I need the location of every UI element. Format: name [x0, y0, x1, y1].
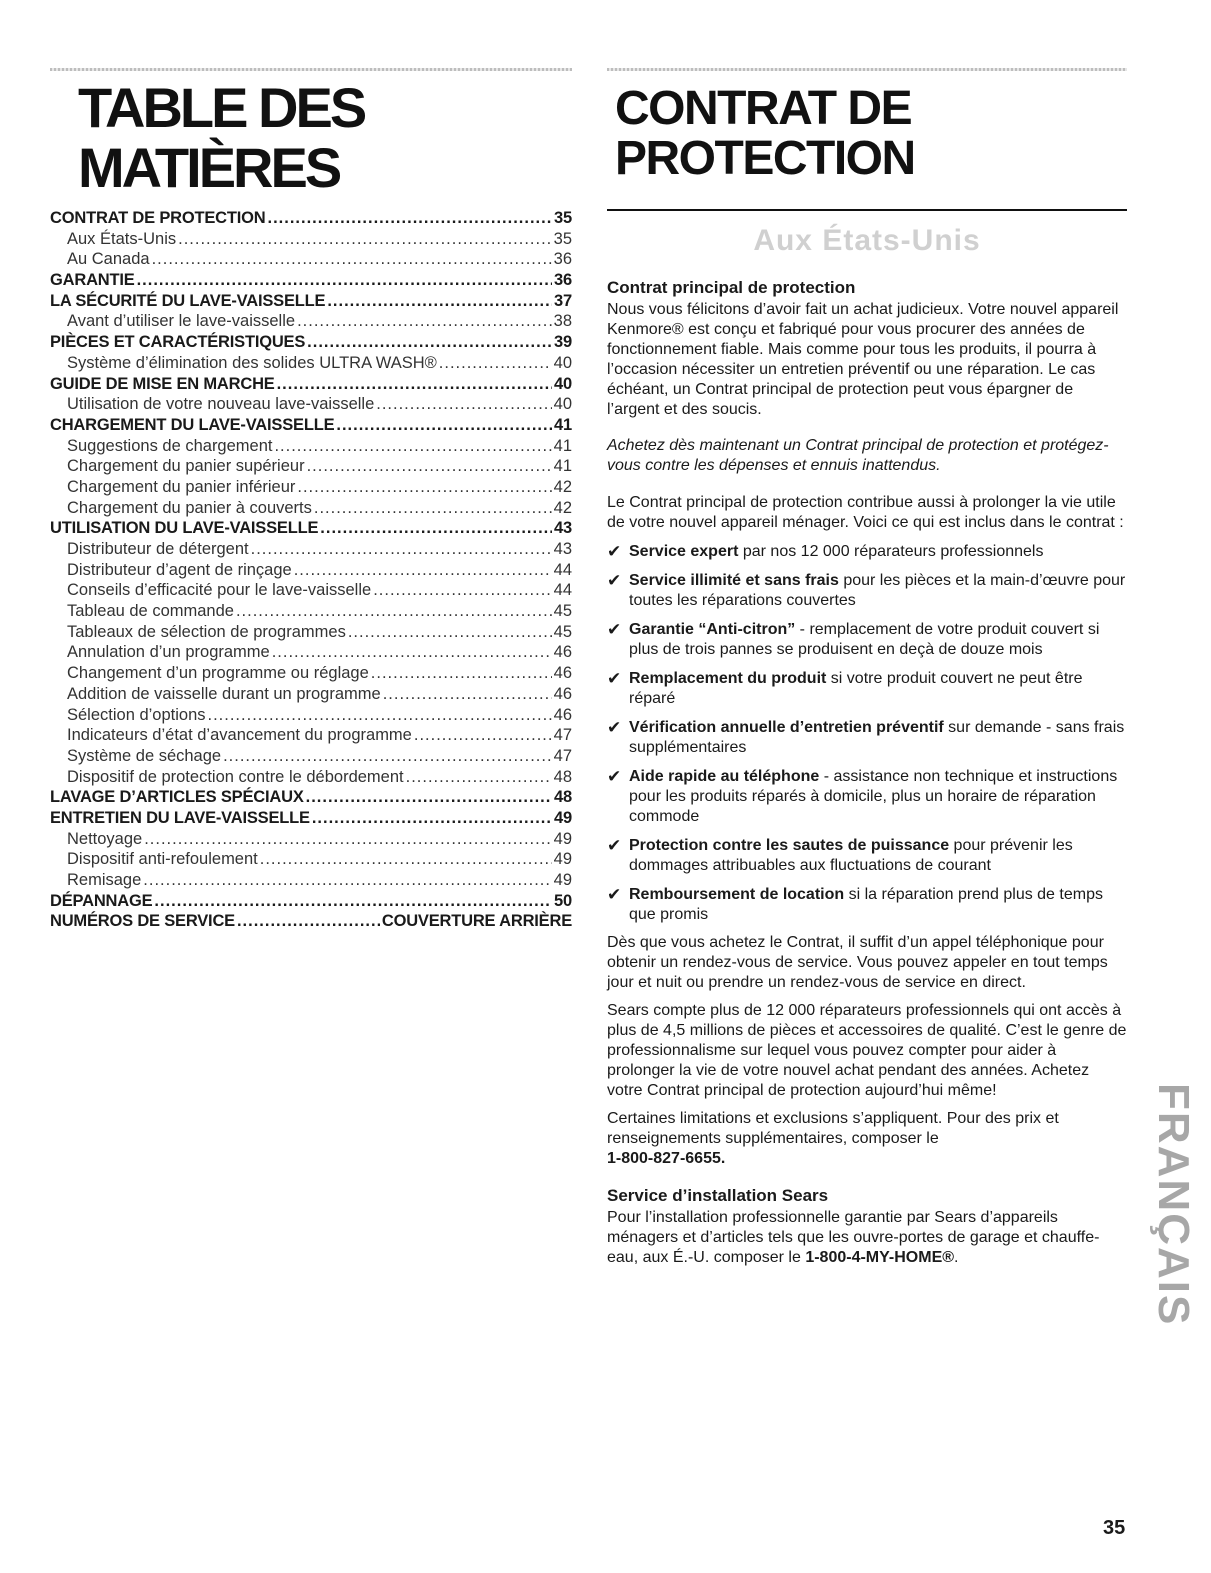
toc-entry — [50, 891, 572, 912]
toc-entry — [50, 642, 572, 663]
benefit-bold: Service illimité et sans frais — [629, 572, 839, 589]
contract-title-line1: CONTRAT DE — [615, 82, 912, 135]
toc-entry-page: 46 — [553, 705, 572, 724]
toc-entry — [50, 415, 572, 436]
toc-entry — [50, 332, 572, 353]
toc-entry-page: 45 — [553, 602, 572, 621]
toc-entry-page: 35 — [553, 229, 572, 248]
toc-entry-label: GUIDE DE MISE EN MARCHE — [50, 374, 275, 393]
toc-entry-page: 40 — [554, 374, 572, 393]
toc-title: TABLE DES MATIÈRES — [78, 76, 365, 199]
toc-entry-page: 48 — [553, 767, 572, 786]
benefit-rest: si votre produit couvert ne peut être réparé — [629, 670, 1083, 707]
toc-entry-page: 41 — [553, 457, 572, 476]
toc-leader-dots — [137, 270, 552, 291]
toc-entry-page: 50 — [554, 891, 572, 910]
toc-entry-label: Distributeur de détergent — [67, 540, 249, 558]
toc-entry-page: COUVERTURE ARRIÈRE — [381, 912, 572, 931]
contract-title — [615, 84, 1127, 184]
toc-leader-dots — [143, 870, 551, 891]
toc-leader-dots — [268, 208, 553, 229]
toc-entry — [50, 374, 572, 395]
intro-paragraph: Nous vous félicitons d’avoir fait un achat judicieux. Votre nouvel appareil Kenmore® est conçu et fabriqué pour vous procurer des années de fonctionnement fiable. Mais comme pour tous les produits, il pourra à l’occasion nécessiter un entretien préventif ou une réparation. Le cas échéant, un Contrat principal de protection peut vous épargner de l’argent et des soucis. — [607, 301, 1119, 418]
top-rule-left — [50, 68, 572, 71]
checkmark-icon: ✔ — [607, 718, 622, 737]
benefit-bold: Aide rapide au téléphone — [629, 768, 820, 785]
benefit-rest: - assistance non technique et instructions pour les produits réparés à domicile, plus un horaire de réparation commode — [629, 768, 1118, 825]
toc-entry-label: NUMÉROS DE SERVICE — [50, 912, 235, 931]
benefit-item — [607, 542, 1127, 562]
benefit-bold: Garantie “Anti-citron” — [629, 621, 796, 638]
toc-entry — [50, 436, 572, 457]
toc-entry — [50, 849, 572, 870]
toc-leader-dots — [373, 580, 551, 601]
checkmark-icon: ✔ — [607, 620, 622, 639]
toc-column — [50, 78, 572, 932]
toc-entry-label: Dispositif anti-refoulement — [67, 850, 258, 869]
toc-leader-dots — [297, 477, 551, 498]
toc-entry-label: CHARGEMENT DU LAVE-VAISSELLE — [50, 415, 335, 434]
benefit-text — [629, 620, 1127, 660]
toc-leader-dots — [314, 498, 552, 519]
toc-entry-label: ENTRETIEN DU LAVE-VAISSELLE — [50, 808, 310, 827]
toc-leader-dots — [306, 787, 552, 808]
benefit-rest: - remplacement de votre produit couvert si plus de trois pannes se produisent en deçà de douze mois — [629, 621, 1100, 658]
toc-entry-label: GARANTIE — [50, 271, 135, 290]
toc-leader-dots — [144, 829, 551, 850]
toc-leader-dots — [178, 229, 552, 250]
toc-entry — [50, 270, 572, 291]
toc-entry — [50, 787, 572, 808]
toc-leader-dots — [154, 891, 552, 912]
call-paragraph: Dès que vous achetez le Contrat, il suffit d’un appel téléphonique pour obtenir un rendez-vous de service. Vous pouvez appeler en tout temps jour et nuit ou prendre un rendez-vous de service en direct. — [607, 934, 1108, 991]
benefit-rest: pour prévenir les dommages attribuables aux fluctuations de courant — [629, 837, 1073, 874]
toc-entry — [50, 746, 572, 767]
install-heading: Service d’installation Sears — [607, 1186, 829, 1205]
toc-entry — [50, 808, 572, 829]
toc-entry-label: Suggestions de chargement — [67, 436, 273, 455]
benefit-item — [607, 885, 1127, 925]
toc-entry-page: 43 — [553, 540, 572, 558]
toc-entry-page: 41 — [553, 436, 572, 455]
toc-leader-dots — [236, 601, 552, 622]
toc-entry-page: 37 — [554, 291, 572, 310]
toc-entry — [50, 291, 572, 312]
title-divider — [607, 209, 1127, 211]
limits-text: Certaines limitations et exclusions s’appliquent. Pour des prix et renseignements supplémentaires, composer le — [607, 1110, 1059, 1147]
page-number: 35 — [1103, 1517, 1126, 1539]
toc-entry-label: Sélection d’options — [67, 705, 206, 724]
toc-leader-dots — [223, 746, 552, 767]
toc-entry-label: Tableau de commande — [67, 602, 234, 621]
toc-entry-label: Utilisation de votre nouveau lave-vaisselle — [67, 395, 375, 414]
toc-entry-page: 35 — [554, 209, 572, 227]
toc-leader-dots — [348, 622, 552, 643]
toc-leader-dots — [312, 808, 552, 829]
toc-entry-label: Aux États-Unis — [67, 229, 177, 248]
checkmark-icon: ✔ — [607, 571, 622, 590]
toc-leader-dots — [294, 560, 552, 581]
toc-entry-page: 48 — [554, 788, 572, 807]
toc-list — [50, 208, 572, 932]
benefit-item — [607, 718, 1127, 758]
benefit-text — [629, 836, 1127, 876]
toc-entry-label: CONTRAT DE PROTECTION — [50, 209, 266, 227]
toc-entry-label: Conseils d’efficacité pour le lave-vaisselle — [67, 581, 372, 600]
toc-entry-page: 42 — [553, 498, 572, 517]
benefit-text — [629, 885, 1127, 925]
toc-entry-label: Au Canada — [67, 250, 150, 269]
toc-entry-label: Changement d’un programme ou réglage — [67, 664, 369, 683]
toc-leader-dots — [251, 539, 552, 560]
toc-entry-page: 47 — [553, 746, 572, 765]
toc-entry-label: Remisage — [67, 871, 142, 889]
toc-leader-dots — [376, 394, 551, 415]
benefit-bold: Remboursement de location — [629, 886, 845, 903]
checkmark-icon: ✔ — [607, 836, 622, 855]
toc-entry-label: Addition de vaisselle durant un programme — [67, 684, 381, 703]
main-contract-heading: Contrat principal de protection — [607, 278, 856, 297]
toc-leader-dots — [371, 663, 552, 684]
benefit-bold: Remplacement du produit — [629, 670, 827, 687]
toc-entry — [50, 580, 572, 601]
toc-entry-page: 39 — [554, 333, 572, 352]
benefit-text — [629, 542, 1127, 562]
phone-number-1: 1-800-827-6655. — [607, 1150, 726, 1167]
toc-entry-page: 38 — [553, 312, 572, 331]
benefit-item — [607, 767, 1127, 827]
toc-entry-page: 46 — [553, 664, 572, 683]
toc-entry-label: UTILISATION DU LAVE-VAISSELLE — [50, 519, 319, 538]
toc-entry-label: DÉPANNAGE — [50, 891, 153, 910]
toc-entry-page: 45 — [553, 622, 572, 641]
checkmark-icon: ✔ — [607, 885, 622, 904]
toc-entry — [50, 208, 572, 229]
toc-entry-label: Nettoyage — [67, 829, 143, 848]
toc-entry-page: 49 — [553, 850, 572, 869]
toc-leader-dots — [208, 705, 552, 726]
benefit-text — [629, 767, 1127, 827]
toc-entry — [50, 560, 572, 581]
toc-entry — [50, 725, 572, 746]
toc-leader-dots — [152, 249, 552, 270]
toc-entry-label: Système de séchage — [67, 746, 222, 765]
toc-entry-label: Système d’élimination des solides ULTRA WASH® — [67, 353, 437, 372]
toc-leader-dots — [406, 767, 552, 788]
toc-leader-dots — [414, 725, 552, 746]
limits-paragraph — [607, 1109, 1127, 1169]
toc-entry-label: Distributeur d’agent de rinçage — [67, 560, 292, 579]
toc-entry-label: Indicateurs d’état d’avancement du programme — [67, 726, 412, 745]
benefit-bold: Vérification annuelle d’entretien préventif — [629, 719, 944, 736]
toc-leader-dots — [297, 311, 552, 332]
toc-entry-label: Annulation d’un programme — [67, 643, 270, 662]
benefit-text — [629, 669, 1127, 709]
toc-leader-dots — [320, 518, 552, 539]
toc-entry-label: Chargement du panier à couverts — [67, 498, 312, 517]
benefit-item — [607, 669, 1127, 709]
toc-entry-label: Dispositif de protection contre le débordement — [67, 767, 404, 786]
benefit-bold: Protection contre les sautes de puissance — [629, 837, 950, 854]
toc-entry-page: 44 — [553, 581, 572, 600]
italic-paragraph: Achetez dès maintenant un Contrat principal de protection et protégez-vous contre les dépenses et ennuis inattendus. — [607, 437, 1109, 474]
phone-number-2: 1-800-4-MY-HOME® — [805, 1249, 955, 1266]
toc-leader-dots — [237, 911, 380, 932]
toc-entry-label: LA SÉCURITÉ DU LAVE-VAISSELLE — [50, 291, 326, 310]
toc-entry — [50, 911, 572, 932]
toc-leader-dots — [336, 415, 552, 436]
benefit-rest: pour les pièces et la main-d’œuvre pour toutes les réparations couvertes — [629, 572, 1126, 609]
toc-entry-page: 40 — [553, 353, 572, 372]
toc-entry-page: 41 — [554, 415, 572, 434]
toc-leader-dots — [260, 849, 552, 870]
toc-leader-dots — [307, 456, 552, 477]
benefit-item — [607, 836, 1127, 876]
contract-column — [607, 78, 1127, 1268]
toc-entry-label: Avant d’utiliser le lave-vaisselle — [67, 312, 296, 331]
checkmark-icon: ✔ — [607, 542, 622, 561]
benefit-list — [607, 542, 1127, 925]
includes-paragraph: Le Contrat principal de protection contribue aussi à prolonger la vie utile de votre nouvel appareil ménager. Voici ce qui est inclus dans le contrat : — [607, 494, 1124, 531]
toc-entry — [50, 684, 572, 705]
toc-entry-page: 43 — [554, 519, 572, 538]
toc-entry — [50, 456, 572, 477]
language-side-tab: FRANÇAIS — [1149, 1083, 1198, 1327]
benefit-rest: si la réparation prend plus de temps que promis — [629, 886, 1103, 923]
benefit-rest: par nos 12 000 réparateurs professionnels — [738, 543, 1044, 560]
checkmark-icon: ✔ — [607, 767, 622, 786]
toc-entry — [50, 477, 572, 498]
toc-leader-dots — [272, 642, 552, 663]
install-text: Pour l’installation professionnelle garantie par Sears d’appareils ménagers et d’articles tels que les ouvre-portes de garage et chauffe-eau, aux É.-U. composer le — [607, 1209, 1100, 1266]
toc-leader-dots — [327, 291, 552, 312]
toc-entry-label: Chargement du panier inférieur — [67, 477, 296, 496]
toc-entry — [50, 705, 572, 726]
toc-entry — [50, 767, 572, 788]
toc-entry-page: 49 — [553, 871, 572, 889]
toc-entry-label: Tableaux de sélection de programmes — [67, 622, 346, 641]
toc-entry-page: 44 — [553, 560, 572, 579]
toc-leader-dots — [383, 684, 552, 705]
install-end: . — [954, 1249, 959, 1266]
toc-entry-label: Chargement du panier supérieur — [67, 457, 305, 476]
toc-entry — [50, 394, 572, 415]
install-paragraph — [607, 1208, 1127, 1268]
toc-leader-dots — [277, 374, 552, 395]
toc-entry-page: 46 — [553, 643, 572, 662]
toc-entry-page: 42 — [553, 477, 572, 496]
benefit-text — [629, 571, 1127, 611]
sears-paragraph: Sears compte plus de 12 000 réparateurs professionnels qui ont accès à plus de 4,5 millions de pièces et accessoires de qualité. C’est le genre de professionnalisme sur lequel vous pouvez compter pour aider à prolonger la vie de votre nouvel achat pendant des années. Achetez votre Contrat principal de protection aujourd’hui même! — [607, 1002, 1127, 1099]
toc-entry — [50, 249, 572, 270]
benefit-text — [629, 718, 1127, 758]
section-subhead: Aux États-Unis — [753, 224, 981, 257]
toc-entry — [50, 622, 572, 643]
toc-leader-dots — [439, 353, 552, 374]
toc-entry-page: 36 — [554, 271, 572, 290]
checkmark-icon: ✔ — [607, 669, 622, 688]
benefit-item — [607, 620, 1127, 660]
toc-entry-label: LAVAGE D’ARTICLES SPÉCIAUX — [50, 788, 304, 807]
top-rule-right — [607, 68, 1127, 71]
toc-entry-page: 46 — [553, 684, 572, 703]
toc-entry — [50, 229, 572, 250]
contract-title-line2: PROTECTION — [615, 132, 915, 185]
toc-leader-dots — [307, 332, 552, 353]
benefit-item — [607, 571, 1127, 611]
toc-entry-page: 49 — [554, 808, 572, 827]
toc-entry-label: PIÈCES ET CARACTÉRISTIQUES — [50, 333, 306, 352]
toc-entry-page: 49 — [553, 829, 572, 848]
toc-entry — [50, 311, 572, 332]
toc-entry — [50, 498, 572, 519]
toc-entry — [50, 870, 572, 891]
toc-entry — [50, 601, 572, 622]
toc-entry-page: 40 — [553, 395, 572, 414]
toc-entry — [50, 829, 572, 850]
benefit-rest: sur demande - sans frais supplémentaires — [629, 719, 1125, 756]
toc-entry — [50, 353, 572, 374]
toc-entry — [50, 663, 572, 684]
toc-entry-page: 47 — [553, 726, 572, 745]
toc-entry — [50, 518, 572, 539]
toc-entry — [50, 539, 572, 560]
toc-entry-page: 36 — [553, 250, 572, 269]
benefit-bold: Service expert — [629, 543, 739, 560]
toc-leader-dots — [274, 436, 551, 457]
